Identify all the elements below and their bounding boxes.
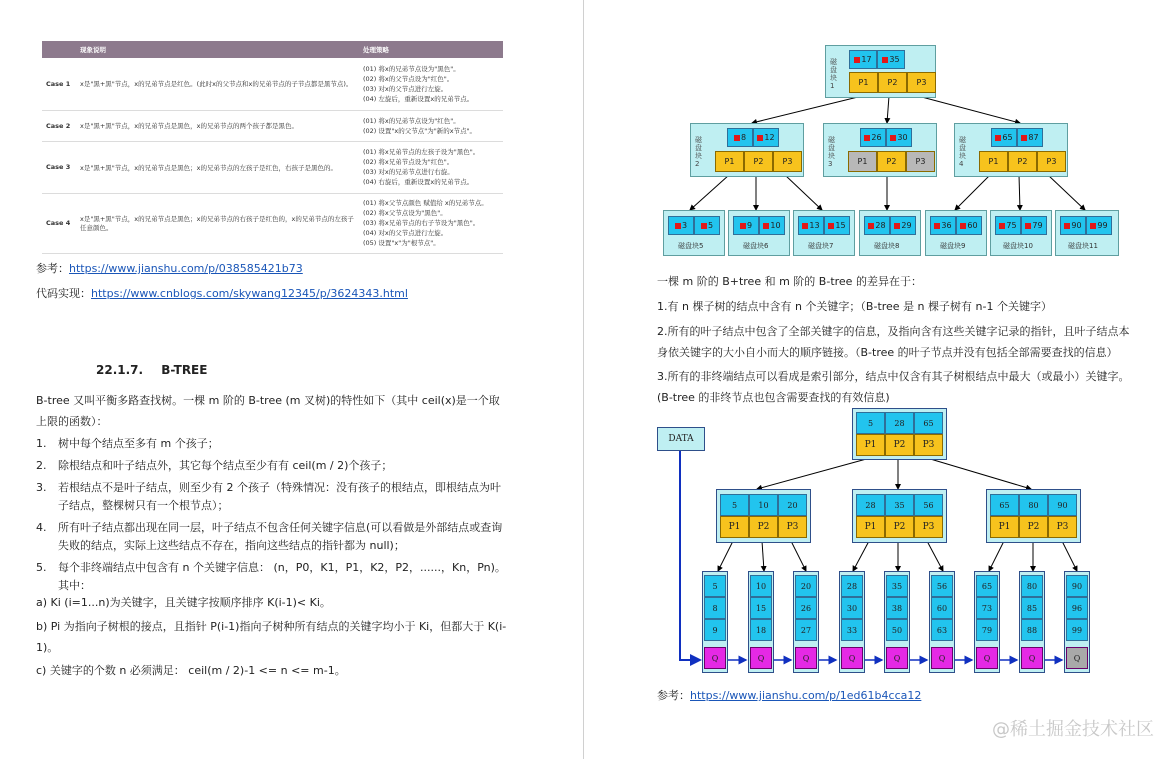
bplus-leaf-node	[974, 571, 1000, 673]
btree-key: 3	[668, 216, 694, 235]
note-a: a) Ki (i=1...n)为关键字，且关键字按顺序排序 K(i-1)< Ki。	[36, 596, 331, 609]
bplus-edge	[1062, 541, 1077, 571]
bplus-key: 80	[1019, 494, 1048, 516]
bplus-leaf-key: 96	[1066, 597, 1088, 619]
btree-edge	[690, 175, 729, 210]
bplus-leaf-key: 60	[931, 597, 953, 619]
btree-key: 75	[995, 216, 1021, 235]
action-line: (03) 将x兄弟节点的右子节设为"黑色"。	[363, 219, 480, 227]
bplus-leaf-key: 63	[931, 619, 953, 641]
bplus-leaf-node	[839, 571, 865, 673]
bplus-leaf-node	[884, 571, 910, 673]
desc-cell: x是"黑+黑"节点，x的兄弟节点是黑色；x的兄弟节点的右孩子是红色的，x的兄弟节点的左孩子任意颜色。	[76, 193, 359, 253]
list-number: 3.	[36, 481, 47, 494]
btree-key: 28	[864, 216, 890, 235]
action-line: (04) 对x的父节点进行左旋。	[363, 229, 448, 237]
bplus-mid-node	[986, 489, 1081, 543]
bplus-key: 20	[778, 494, 807, 516]
bplus-key: 28	[856, 494, 885, 516]
btree-edge	[752, 96, 862, 123]
bplus-edge	[762, 541, 764, 571]
btree-key: 8	[727, 128, 753, 147]
disk-block-label: 磁盘块9	[940, 242, 966, 250]
btree-pointer: P3	[773, 151, 802, 172]
bplus-key: 5	[856, 412, 885, 434]
btree-pointer: P2	[744, 151, 773, 172]
btree-root-node	[825, 45, 936, 98]
btree-key: 87	[1017, 128, 1043, 147]
btree-leaf-node	[925, 210, 987, 256]
bplus-pointer: P3	[778, 516, 807, 538]
bplus-leaf-key: 26	[795, 597, 817, 619]
bplus-key: 65	[990, 494, 1019, 516]
bplus-next-pointer: Q	[1021, 647, 1043, 669]
bplus-key: 35	[885, 494, 914, 516]
btree-key: 10	[759, 216, 785, 235]
list-text: 每个非终端结点中包含有 n 个关键字信息： (n，P0，K1，P1，K2，P2，......，Kn，Pn)。其中：	[58, 561, 506, 592]
action-line: (04) 右旋后，重新设置x的兄弟节点。	[363, 178, 474, 186]
action-line: (02) 设置"x的父节点"为"新的x节点"。	[363, 126, 477, 135]
btree-pointer: P1	[715, 151, 744, 172]
bplus-pointer: P3	[1048, 516, 1077, 538]
bplus-edge	[989, 541, 1004, 571]
btree-leaf-node	[663, 210, 725, 256]
bplus-leaf-key: 9	[704, 619, 726, 641]
case-cell: Case 1	[42, 58, 76, 110]
diff-point-3: 3.所有的非终端结点可以看成是索引部分，结点中仅含有其子树根结点中最大（或最小）关键字。(B-tree 的非终节点也包含需要查找的有效信息)	[657, 370, 1130, 404]
reference-label: 参考：	[36, 262, 69, 275]
section-number: 22.1.7.	[96, 363, 144, 377]
reference-label: 代码实现：	[36, 287, 91, 300]
bplus-pointer: P2	[1019, 516, 1048, 538]
bplus-leaf-key: 28	[841, 575, 863, 597]
action-line: (03) 对x的父节点进行左旋。	[363, 84, 448, 93]
action-line: (01) 将x兄弟节点的左孩子设为"黑色"。	[363, 148, 480, 156]
bplus-pointer: P1	[856, 516, 885, 538]
diff-point-2: 2.所有的叶子结点中包含了全部关键字的信息，及指向含有这些关键字记录的指针，且叶子结点本身依关键字的大小自小而大的顺序链接。（B-tree 的叶子节点并没有包括全部需要查找的信息）	[657, 325, 1130, 359]
bplus-edge	[791, 541, 806, 571]
action-line: (01) 将x的兄弟节点设为"红色"。	[363, 116, 460, 125]
bplus-leaf-key: 33	[841, 619, 863, 641]
reference-link[interactable]: https://www.jianshu.com/p/1ed61b4cca12	[690, 689, 922, 702]
bplus-next-pointer: Q	[841, 647, 863, 669]
btree-key: 79	[1021, 216, 1047, 235]
bplus-next-pointer: Q	[1066, 647, 1088, 669]
bplus-leaf-node	[929, 571, 955, 673]
btree-key: 13	[798, 216, 824, 235]
bplus-leaf-key: 35	[886, 575, 908, 597]
bplus-leaf-key: 88	[1021, 619, 1043, 641]
btree-intro: B-tree 又叫平衡多路查找树。一棵 m 阶的 B-tree (m 叉树)的特性如下（其中 ceil(x)是一个取上限的函数）：	[36, 394, 500, 428]
btree-key: 9	[733, 216, 759, 235]
bplus-leaf-key: 27	[795, 619, 817, 641]
bplus-leaf-node	[1019, 571, 1045, 673]
btree-key: 15	[824, 216, 850, 235]
btree-pointer: P2	[878, 72, 907, 93]
bplus-leaf-node	[793, 571, 819, 673]
bplus-next-pointer: Q	[704, 647, 726, 669]
btree-edge	[955, 175, 990, 210]
bplus-key: 5	[720, 494, 749, 516]
bplus-next-pointer: Q	[750, 647, 772, 669]
disk-block-label: 磁盘块1	[830, 58, 837, 90]
btree-leaf-node	[990, 210, 1052, 256]
bplus-edge	[927, 541, 943, 571]
bplus-leaf-key: 20	[795, 575, 817, 597]
btree-edge	[785, 175, 822, 210]
btree-key: 30	[886, 128, 912, 147]
list-number: 2.	[36, 459, 47, 472]
disk-block-label: 磁盘块11	[1068, 242, 1098, 250]
list-number: 1.	[36, 437, 47, 450]
btree-mid-node	[823, 123, 937, 177]
btree-leaf-node	[859, 210, 921, 256]
diff-title: 一棵 m 阶的 B+tree 和 m 阶的 B-tree 的差异在于：	[657, 275, 922, 288]
disk-block-label: 磁盘块8	[874, 242, 900, 250]
btree-key: 17	[849, 50, 877, 69]
btree-leaf-node	[728, 210, 790, 256]
btree-mid-node	[954, 123, 1068, 177]
bplus-pointer: P1	[720, 516, 749, 538]
btree-pointer: P3	[1037, 151, 1066, 172]
list-number: 4.	[36, 521, 47, 534]
code-link[interactable]: https://www.cnblogs.com/skywang12345/p/3624343.html	[91, 287, 408, 300]
action-line: (03) 对x的兄弟节点进行右旋。	[363, 168, 454, 176]
disk-block-label: 磁盘块2	[695, 136, 702, 168]
case-cell: Case 4	[42, 193, 76, 253]
bplus-mid-node	[716, 489, 811, 543]
list-text: 除根结点和叶子结点外，其它每个结点至少有有 ceil(m / 2)个孩子；	[58, 459, 393, 472]
disk-block-label: 磁盘块4	[959, 136, 966, 168]
disk-block-label: 磁盘块10	[1003, 242, 1033, 250]
list-number: 5.	[36, 561, 47, 574]
reference-3	[657, 685, 921, 706]
bplus-next-pointer: Q	[795, 647, 817, 669]
bplus-leaf-key: 80	[1021, 575, 1043, 597]
bplus-key: 90	[1048, 494, 1077, 516]
btree-key: 5	[694, 216, 720, 235]
watermark: @稀土掘金技术社区	[992, 719, 1154, 740]
note-b: b) Pi 为指向子树根的接点，且指针 P(i-1)指向子树种所有结点的关键字均小于 Ki，但都大于 K(i-1)。	[36, 620, 507, 654]
bplus-mid-node	[852, 489, 947, 543]
diff-point-1: 1.有 n 棵子树的结点中含有 n 个关键字；（B-tree 是 n 棵子树有 n-1 个关键字）	[657, 300, 1052, 313]
bplus-leaf-node	[702, 571, 728, 673]
note-c: c) 关键字的个数 n 必须满足： ceil(m / 2)-1 <= n <= m-1。	[36, 664, 346, 677]
case-cell: Case 3	[42, 141, 76, 193]
bplus-pointer: P1	[856, 434, 885, 456]
btree-pointer: P1	[979, 151, 1008, 172]
action-line: (01) 将x的兄弟节点设为"黑色"。	[363, 64, 460, 73]
disk-block-label: 磁盘块5	[678, 242, 704, 250]
bplus-leaf-key: 5	[704, 575, 726, 597]
bplus-pointer: P2	[885, 516, 914, 538]
btree-pointer-null: P1	[848, 151, 877, 172]
data-pointer-line	[680, 449, 700, 660]
btree-key: 65	[991, 128, 1017, 147]
bplus-edge	[927, 458, 1031, 489]
case-cell: Case 2	[42, 110, 76, 141]
action-line: (02) 将x的父节点设为"红色"。	[363, 74, 454, 83]
btree-key: 60	[956, 216, 982, 235]
bplus-key: 28	[885, 412, 914, 434]
bplus-pointer: P2	[885, 434, 914, 456]
desc-cell: x是"黑+黑"节点，x的兄弟节点是黑色，x的兄弟节点的两个孩子都是黑色。	[76, 110, 359, 141]
bplus-pointer: P1	[990, 516, 1019, 538]
btree-edge	[1019, 175, 1020, 210]
bplus-leaf-key: 65	[976, 575, 998, 597]
desc-cell: x是"黑+黑"节点，x的兄弟节点是黑色；x的兄弟节点的左孩子是红色，右孩子是黑色的。	[76, 141, 359, 193]
section-title: B-TREE	[161, 363, 208, 377]
btree-key: 36	[930, 216, 956, 235]
desc-cell: x是"黑+黑"节点，x的兄弟节点是红色。(此时x的父节点和x的兄弟节点的子节点都是黑节点)。	[76, 58, 359, 110]
bplus-leaf-key: 38	[886, 597, 908, 619]
bplus-pointer: P3	[914, 434, 943, 456]
btree-pointer: P3	[907, 72, 936, 93]
btree-edge	[1048, 175, 1085, 210]
btree-pointer: P2	[877, 151, 906, 172]
action-line: (02) 将x父节点设为"黑色"。	[363, 209, 447, 217]
bplus-leaf-key: 15	[750, 597, 772, 619]
bplus-leaf-key: 73	[976, 597, 998, 619]
disk-block-label: 磁盘块6	[743, 242, 769, 250]
bplus-leaf-key: 90	[1066, 575, 1088, 597]
data-box: DATA	[657, 427, 705, 451]
bplus-pointer: P3	[914, 516, 943, 538]
disk-block-label: 磁盘块7	[808, 242, 834, 250]
btree-leaf-node	[1055, 210, 1119, 256]
bplus-leaf-key: 56	[931, 575, 953, 597]
btree-edge	[887, 96, 889, 123]
list-text: 若根结点不是叶子结点，则至少有 2 个孩子（特殊情况：没有孩子的根结点，即根结点为叶子结点，整棵树只有一个根节点）；	[58, 481, 501, 512]
reference-link[interactable]: https://www.jianshu.com/p/038585421b73	[69, 262, 303, 275]
bplus-leaf-key: 8	[704, 597, 726, 619]
action-line: (04) 左旋后，重新设置x的兄弟节点。	[363, 94, 474, 103]
bplus-leaf-key: 10	[750, 575, 772, 597]
bplus-next-pointer: Q	[886, 647, 908, 669]
bplus-leaf-key: 18	[750, 619, 772, 641]
bplus-next-pointer: Q	[976, 647, 998, 669]
btree-pointer: P2	[1008, 151, 1037, 172]
action-line: (02) 将x兄弟节点设为"红色"。	[363, 158, 454, 166]
btree-mid-node	[690, 123, 804, 177]
bplus-key: 65	[914, 412, 943, 434]
bplus-key: 10	[749, 494, 778, 516]
btree-key: 12	[753, 128, 779, 147]
bplus-leaf-node	[1064, 571, 1090, 673]
bplus-leaf-node	[748, 571, 774, 673]
btree-pointer: P1	[849, 72, 878, 93]
btree-key: 29	[890, 216, 916, 235]
table-header-cell: 处理策略	[359, 41, 503, 58]
btree-key: 99	[1086, 216, 1112, 235]
bplus-leaf-key: 79	[976, 619, 998, 641]
bplus-pointer: P2	[749, 516, 778, 538]
list-text: 所有叶子结点都出现在同一层，叶子结点不包含任何关键字信息(可以看做是外部结点或查询失败的结点，实际上这些结点不存在，指向这些结点的指针都为 null)；	[58, 521, 503, 552]
list-text: 树中每个结点至多有 m 个孩子；	[58, 437, 219, 450]
action-line: (01) 将x父节点颜色 赋值给 x的兄弟节点。	[363, 199, 488, 207]
bplus-key: 56	[914, 494, 943, 516]
bplus-next-pointer: Q	[931, 647, 953, 669]
disk-block-label: 磁盘块3	[828, 136, 835, 168]
bplus-root-node	[852, 408, 947, 460]
bplus-leaf-key: 99	[1066, 619, 1088, 641]
bplus-leaf-key: 50	[886, 619, 908, 641]
bplus-leaf-key: 85	[1021, 597, 1043, 619]
btree-pointer-null: P3	[906, 151, 935, 172]
btree-leaf-node	[793, 210, 855, 256]
bplus-edge	[757, 458, 870, 489]
action-line: (05) 设置"x"为"根节点"。	[363, 239, 440, 247]
table-header-cell: 现象说明	[76, 41, 359, 58]
bplus-edge	[718, 541, 733, 571]
bplus-edge	[853, 541, 869, 571]
btree-key: 26	[860, 128, 886, 147]
reference-label: 参考：	[657, 689, 690, 702]
btree-key: 35	[877, 50, 905, 69]
btree-edge	[918, 96, 1020, 123]
btree-key: 90	[1060, 216, 1086, 235]
bplus-leaf-key: 30	[841, 597, 863, 619]
